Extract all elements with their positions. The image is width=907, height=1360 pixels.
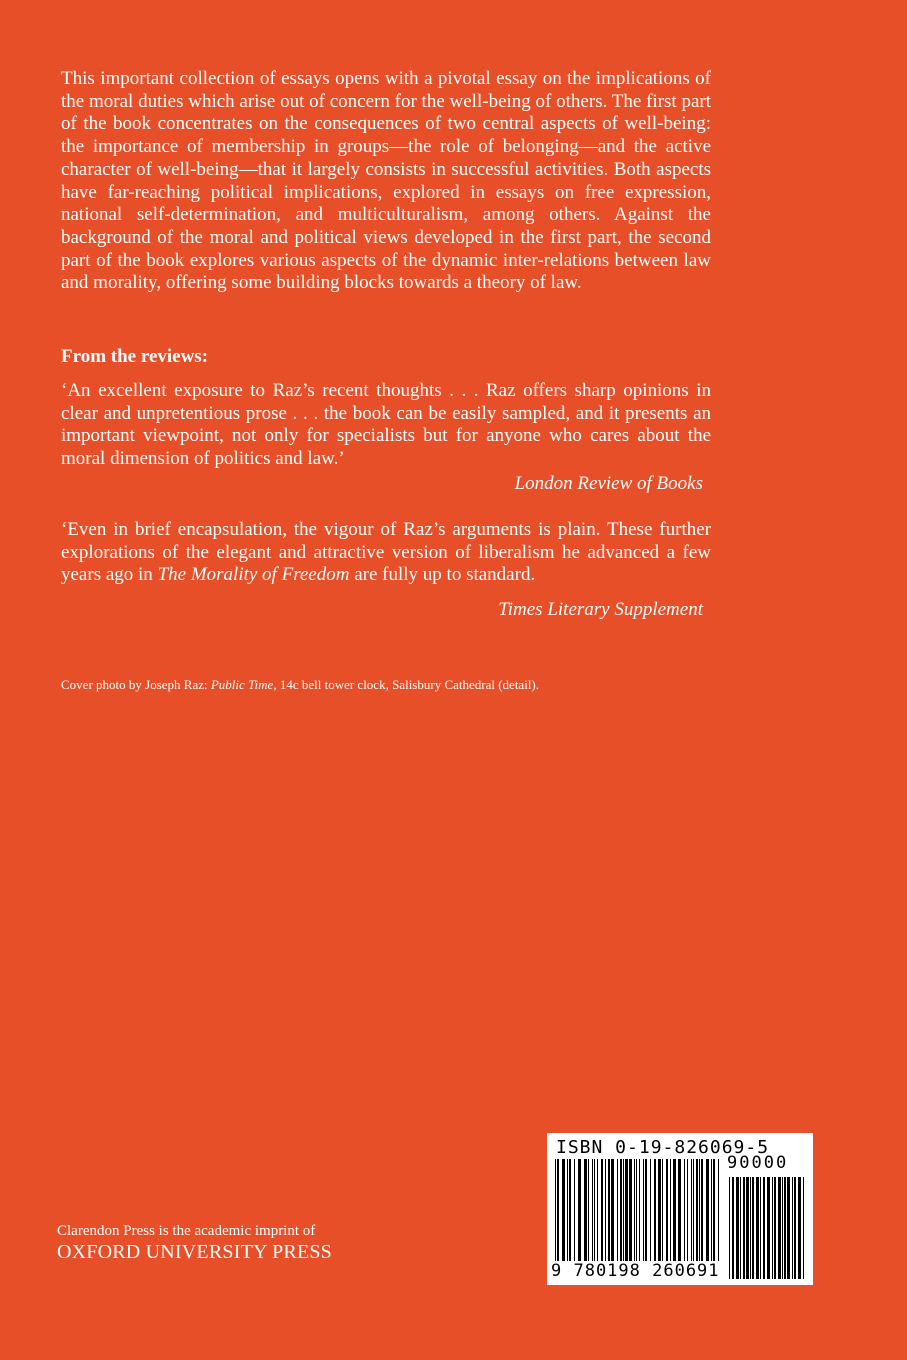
review-source: Times Literary Supplement [498,599,703,621]
reviews-heading: From the reviews: [61,346,209,367]
isbn-barcode [547,1133,813,1285]
quote-book-title: The Morality of Freedom [157,564,350,586]
credit-suffix: , 14c bell tower clock, Salisbury Cathedral (detail). [273,677,540,692]
ean-digits: 9 780198 260691 [551,1261,720,1281]
barcode-bar [605,1159,606,1261]
barcode-bar [555,1159,556,1267]
barcode-bar [678,1159,681,1261]
review-london-review [61,380,711,496]
barcode-bar [736,1177,739,1279]
barcode-bar [578,1159,581,1261]
barcode-bar [752,1177,754,1279]
publisher-name: OXFORD UNIVERSITY PRESS [57,1241,333,1263]
barcode-bar [696,1159,698,1261]
barcode-bar [803,1177,804,1279]
cover-photo-credit [61,677,539,693]
barcode-bar [620,1159,622,1261]
barcode-bar [666,1159,668,1261]
credit-prefix: Cover photo by Joseph Raz: [61,677,211,692]
barcode-bar [792,1177,793,1279]
description-blurb: This important collection of essays opens with a pivotal essay on the implications of the moral duties which arise out of concern for the well-being of others. The first part of the book concentrates on the consequences of two central aspects of well-being: the importance of membership in groups—the role of belonging—and the active character of well-being—that it largely consists in successful activities. Both aspects have far-reaching political implications, explored in essays on free expression, national self-determination, and multiculturalism, among others. Against the background of the moral and political views developed in the first part, the second part of the book explores various aspects of the dynamic inter-relations between law and morality, offering some building blocks towards a theory of law. [61,68,711,294]
barcode-bar [588,1159,589,1261]
barcode-bar [601,1159,603,1261]
barcode-bar [592,1159,593,1261]
barcode-bar [658,1159,661,1261]
review-quote [61,519,711,587]
barcode-bar [784,1177,786,1279]
barcode-bar [746,1177,749,1279]
barcode-bar [584,1159,587,1261]
barcode-bar [569,1159,571,1261]
barcode-bar [713,1159,715,1261]
credit-title: Public Time [210,677,274,692]
barcode-bar [729,1177,730,1279]
barcode-bar [645,1159,647,1261]
barcode-bar [684,1159,685,1261]
quote-text-before: ‘Even in brief encapsulation, the vigour of Raz’s arguments is plain. These further explorations of the elegant and attractive version of liberalism he advanced a few years ago in [61,519,711,586]
barcode-bar [794,1177,796,1279]
barcode-bar [732,1177,734,1279]
isbn-label: ISBN 0-19-826069-5 [556,1137,770,1158]
barcode-bar [662,1159,663,1261]
barcode-bar [763,1177,765,1279]
barcode-bar [711,1159,712,1261]
review-times-literary [61,519,711,622]
barcode-bar [706,1159,709,1261]
barcode-bar [557,1159,559,1267]
barcode-bar [718,1159,719,1267]
barcode-bar [750,1177,751,1279]
barcode-bar [756,1177,759,1279]
barcode-bar [617,1159,618,1261]
imprint-line: Clarendon Press is the academic imprint of [57,1223,316,1239]
barcode-bar [639,1159,640,1267]
barcode-bar [691,1159,692,1261]
price-addon-code: 90000 [727,1153,789,1173]
barcode-bar [567,1159,568,1261]
barcode-bar [778,1177,781,1279]
barcode-bar [636,1159,637,1267]
barcode-bar [643,1159,644,1261]
barcode-bar [743,1177,745,1279]
barcode-bar [611,1159,614,1261]
barcode-bar [772,1177,773,1279]
barcode-bar [670,1159,671,1261]
review-source: London Review of Books [514,472,703,494]
barcode-bar [623,1159,624,1261]
barcode-bar [650,1159,651,1261]
barcode-bar [693,1159,694,1261]
barcode-bar [699,1159,700,1261]
barcode-bar [774,1177,776,1279]
barcode-bar [594,1159,595,1261]
review-quote: ‘An excellent exposure to Raz’s recent thoughts . . . Raz offers sharp opinions in clear and unpretentious prose . . . the book can be easily sampled, and it presents an important viewpoint, not only for specialists but for anyone who cares about the moral dimension of politics and law.’ [61,380,711,470]
barcode-bar [701,1159,703,1261]
barcode-bar [629,1159,632,1261]
barcode-bar [597,1159,598,1261]
barcode-bar [740,1177,741,1279]
barcode-bar [574,1159,575,1261]
barcode-bar [634,1159,635,1261]
barcode-bar [787,1177,790,1279]
barcode-bar [687,1159,688,1261]
barcode-bar [767,1177,770,1279]
barcode-bar [654,1159,656,1261]
barcode-bar [562,1159,565,1261]
barcode-bar [625,1159,628,1261]
barcode-bar [798,1177,801,1279]
quote-text-after: are fully up to standard. [349,564,536,586]
barcode-bar [782,1177,783,1279]
barcode-bar [760,1177,761,1279]
barcode-bar [673,1159,676,1261]
barcode-bar [608,1159,610,1261]
